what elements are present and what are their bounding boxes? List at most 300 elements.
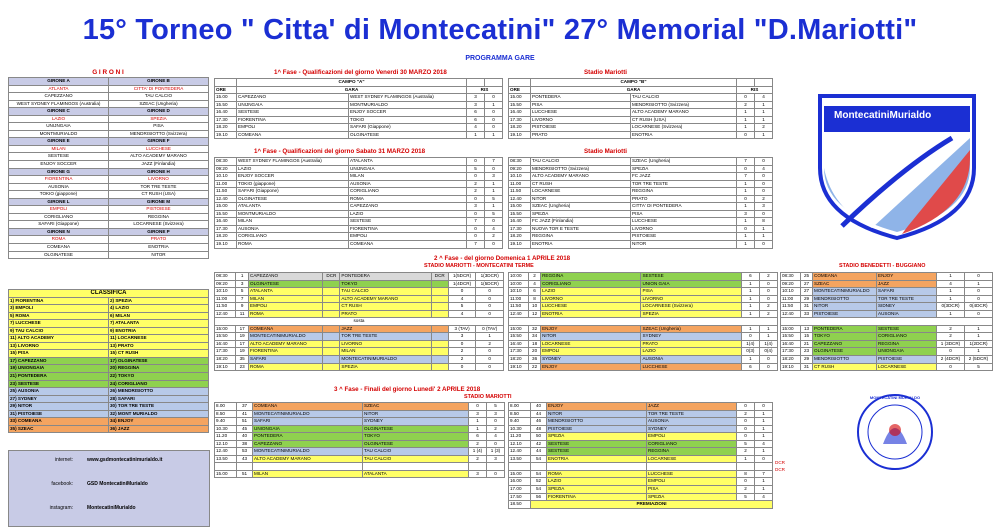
classifica-entry: 32) MONT MURIALDO [109, 410, 209, 418]
team-away: JAZZ [877, 280, 937, 288]
match-number: 4 [529, 280, 541, 288]
match-row [509, 109, 773, 117]
match-row [215, 188, 503, 196]
classifica-row [9, 418, 209, 426]
team-away: PISA [631, 210, 737, 218]
team-away: LAZIO [349, 210, 467, 218]
dcr-tag [431, 295, 448, 303]
score-home: 2 [737, 410, 755, 418]
team-name: EMPOLI [9, 206, 109, 214]
match-row [215, 158, 503, 166]
score-home: 0 [937, 363, 965, 371]
team-home: LOCARNESE [531, 188, 631, 196]
team-home: AUSONIA [237, 225, 349, 233]
score-home: 3 [737, 210, 755, 218]
dcr-tag [323, 303, 340, 311]
premiazioni-label: PREMIAZIONI [531, 501, 773, 509]
match-row [781, 333, 993, 341]
score-away: 1 [476, 333, 504, 341]
team-away: TAU CALCIO [363, 448, 469, 456]
team-home: LIVORNO [531, 116, 631, 124]
girone-team-row [9, 221, 209, 229]
team-home: ENJOY [547, 403, 647, 411]
classifica-entry: 22) TOKYO [109, 373, 209, 381]
classifica-entry: 30) TOR TRE TESTE [109, 403, 209, 411]
score-away: 1 [755, 410, 773, 418]
match-row [215, 470, 505, 478]
match-time: 9.40 [215, 418, 237, 426]
match-row [215, 348, 504, 356]
match-time: 10.30 [215, 425, 237, 433]
score-away: 1 [965, 348, 993, 356]
girone-team-row [9, 176, 209, 184]
team-home: ENOTRIA [531, 241, 631, 249]
team-name: CAPEZZANO [9, 93, 109, 101]
score-home: 6 [741, 273, 759, 281]
score-away: 1(3DCR) [476, 273, 504, 281]
team-name: OLGINATESE [9, 251, 109, 259]
team-away: REGGINA [631, 188, 737, 196]
team-home: SAFARI (Giappone) [237, 188, 349, 196]
match-row [215, 94, 503, 102]
classifica-entry: 7) LUCCHESE [9, 320, 109, 328]
score-away: 3 [487, 410, 505, 418]
classifica-entry: 27) SYDNEY [9, 395, 109, 403]
team-name: MENDRISIOTTO (Svizzera) [109, 130, 209, 138]
match-number: 44 [531, 448, 547, 456]
score-home: 1 [937, 273, 965, 281]
team-home: UNIJNGAIA [237, 101, 349, 109]
score-away: 1 [485, 188, 503, 196]
score-home: 1 (3DCR) [937, 340, 965, 348]
match-time: 19:10 [509, 363, 529, 371]
team-away: CAPEZZANO [349, 203, 467, 211]
match-row [509, 340, 778, 348]
team-name: COMEANA [9, 244, 109, 252]
girone-header-row [9, 198, 209, 206]
team-away: ATALANTA [363, 470, 469, 478]
gironi-table [8, 77, 209, 259]
team-home: LUCCHESE [531, 109, 631, 117]
match-time: 17:30 [781, 348, 801, 356]
dcr-tag [431, 348, 448, 356]
match-time: 17:30 [215, 348, 236, 356]
match-number: 15 [801, 333, 813, 341]
team-away: LOCARNESE [877, 363, 937, 371]
match-row [215, 340, 504, 348]
match-time: 16.40 [215, 218, 237, 226]
phase3-right [508, 402, 772, 509]
score-away: 2 (5DCR) [965, 356, 993, 364]
match-time: 10.10 [509, 173, 531, 181]
score-away: 4 [755, 165, 773, 173]
spacer-row [509, 318, 778, 326]
score-home: 0 [737, 131, 755, 139]
classifica-row [9, 305, 209, 313]
score-away: 0 [755, 158, 773, 166]
team-away: SZEAC [363, 403, 469, 411]
team-home: SESTESE [237, 109, 349, 117]
classifica-entry: 2) SPEZIA [109, 297, 209, 305]
score-away: 1 [965, 325, 993, 333]
team-away: CORIGLIANO [877, 333, 937, 341]
score-home: 0 [737, 225, 755, 233]
team-home: ENJOY [541, 325, 641, 333]
classifica-entry: 1) FIORENTINA [9, 297, 109, 305]
score-home: 1 [937, 310, 965, 318]
match-time: 15.50 [509, 101, 531, 109]
team-home: ALTO ACADEMY MARANO [253, 455, 363, 463]
gironi-panel [8, 68, 208, 259]
match-time: 09:20 [781, 280, 801, 288]
score-away: 0 [759, 295, 777, 303]
match-time: 18:20 [215, 356, 236, 364]
team-away: LUCCHESE [641, 363, 741, 371]
girone-name: GIRONE A [9, 78, 109, 86]
score-away: 0 [476, 310, 504, 318]
match-row [215, 418, 505, 426]
team-away: MILAN [340, 348, 431, 356]
girone-team-row [9, 100, 209, 108]
match-time: 12:40 [215, 310, 236, 318]
logo-text: MontecatiniMurialdo [834, 110, 932, 121]
team-name: LIVORNO [109, 176, 209, 184]
score-home: 7 [467, 241, 485, 249]
contact-label: instagram: [49, 505, 73, 511]
team-home: SESTESE [547, 440, 647, 448]
match-row [509, 288, 778, 296]
match-row [509, 158, 773, 166]
match-number: 54 [531, 455, 547, 463]
classifica-entry: 9) ENOTRIA [109, 327, 209, 335]
score-away: 2 [759, 273, 777, 281]
match-row [509, 493, 773, 501]
team-home: ATALANTA [237, 203, 349, 211]
match-number: 21 [801, 340, 813, 348]
team-away: PONTEDERA [340, 273, 431, 281]
team-away: OLGINATESE [363, 440, 469, 448]
score-home: 4 [467, 124, 485, 132]
score-home: 4 [448, 295, 476, 303]
score-home: 7 [737, 158, 755, 166]
team-name: MONTMURIALDO [9, 130, 109, 138]
team-away: TOKIO [349, 116, 467, 124]
score-home: 0 [741, 333, 759, 341]
match-row [781, 273, 993, 281]
team-away: COMEANA [349, 241, 467, 249]
match-number: 52 [531, 478, 547, 486]
team-home: FIORENTINA [547, 493, 647, 501]
contact-row [13, 481, 203, 487]
team-away [647, 463, 737, 471]
match-row [781, 310, 993, 318]
girone-header-row [9, 78, 209, 86]
spacer [781, 318, 993, 326]
score-away: 0 [755, 188, 773, 196]
team-away: PISA [647, 486, 737, 494]
score-away: 0 [485, 116, 503, 124]
team-away: OLGINATESE [349, 131, 467, 139]
score-away: 1 [755, 116, 773, 124]
team-away: AUSONIA [647, 418, 737, 426]
match-time: 18:20 [781, 356, 801, 364]
score-home: 2 [937, 333, 965, 341]
team-name: SZEAC (Ungheria) [109, 100, 209, 108]
match-row [215, 303, 504, 311]
match-row [781, 363, 993, 371]
score-away: 1 [755, 131, 773, 139]
match-number: 54 [531, 470, 547, 478]
team-home: MONTECATINIMURIALDO [813, 288, 877, 296]
team-away [363, 463, 469, 471]
match-time: 17.50 [509, 493, 531, 501]
score-away: 5 [485, 195, 503, 203]
match-time: 11.00 [509, 180, 531, 188]
team-home: MENDRISIOTTO [813, 356, 877, 364]
team-name: JAZZ (Finlandia) [109, 161, 209, 169]
team-home: CAPEZZANO [253, 440, 363, 448]
match-number: 23 [801, 348, 813, 356]
team-home: TOKYO [813, 333, 877, 341]
match-number: 36 [529, 356, 541, 364]
team-home: CORIGLIANO [237, 233, 349, 241]
dcr-tag [431, 340, 448, 348]
team-home: MONTMURIALDO [237, 210, 349, 218]
team-home: MILAN [253, 470, 363, 478]
match-time: 10:10 [781, 288, 801, 296]
dcr-tag [431, 333, 448, 341]
team-away: SPEZIA [340, 363, 431, 371]
score-away: 0 [755, 180, 773, 188]
match-row [509, 478, 773, 486]
classifica-entry: 17) OLGINATESE [109, 357, 209, 365]
match-number: 25 [801, 273, 813, 281]
classifica-row [9, 335, 209, 343]
score-away: 8 [755, 218, 773, 226]
score-away: 0 [476, 356, 504, 364]
girone-team-row [9, 236, 209, 244]
match-row [509, 116, 773, 124]
match-time: 11.50 [509, 188, 531, 196]
team-away: TOR TRE TESTE [877, 295, 937, 303]
girone-team-row [9, 130, 209, 138]
match-time: 18.20 [509, 233, 531, 241]
score-away: 0 [965, 295, 993, 303]
score-away: 2 [485, 233, 503, 241]
match-number: 13 [801, 325, 813, 333]
match-time: 10.10 [215, 173, 237, 181]
team-home: COMEANA [813, 273, 877, 281]
match-number [531, 463, 547, 471]
match-number: 10 [529, 303, 541, 311]
team-away: ROMA [349, 195, 467, 203]
score-away: 5 [487, 403, 505, 411]
match-number: 45 [237, 425, 253, 433]
score-away: 0 [485, 218, 503, 226]
classifica-entry: 7) ATALANTA [109, 320, 209, 328]
score-away: 0 [476, 303, 504, 311]
col-ore-b: ORE [509, 86, 531, 94]
score-home: 3 [467, 94, 485, 102]
team-name: ENOTRIA [109, 244, 209, 252]
score-home: 1(4DCR) [448, 280, 476, 288]
phase2-heading-row [214, 255, 992, 271]
match-row [215, 295, 504, 303]
girone-team-row [9, 85, 209, 93]
team-home: MENDRISIOTTO [813, 295, 877, 303]
team-away: LOCARNESE (Svizzera) [631, 124, 737, 132]
score-home: 6 [741, 363, 759, 371]
match-time: 8.50 [215, 410, 237, 418]
match-time: 16.40 [509, 109, 531, 117]
match-number: 48 [531, 425, 547, 433]
score-home [737, 463, 755, 471]
match-row [215, 225, 503, 233]
team-home: REGGINA [531, 233, 631, 241]
match-number: 19 [236, 333, 249, 341]
score-home: 4 [448, 310, 476, 318]
team-name: CT RUSH (USA) [109, 191, 209, 199]
classifica-row [9, 320, 209, 328]
score-away: 5 [485, 210, 503, 218]
team-home: PISTOIESE [813, 310, 877, 318]
match-row [509, 486, 773, 494]
match-time: 11:00 [215, 295, 236, 303]
team-home: MONTECATINIMURIALDO [253, 448, 363, 456]
team-away: ALTO ACADEMY MARANO [340, 295, 431, 303]
phase2-right [780, 272, 992, 371]
team-home: NITOR [813, 303, 877, 311]
match-row [215, 363, 504, 371]
score-home: 2 [467, 188, 485, 196]
match-number: 51 [237, 470, 253, 478]
match-row [215, 124, 503, 132]
match-row [509, 295, 778, 303]
girone-team-row [9, 123, 209, 131]
score-away: 4 [485, 225, 503, 233]
score-away: 1 [485, 131, 503, 139]
premiazioni-time: 18.50 [509, 501, 531, 509]
score-home: 3 [467, 101, 485, 109]
score-away: 7 [755, 470, 773, 478]
team-away: MILAN [349, 173, 467, 181]
contact-row [13, 505, 203, 511]
phase3-heading: 3 ^ Fase - Finali del giorno Lunedi' 2 APRILE 2018 [334, 386, 481, 393]
team-home: COMEANA [249, 325, 323, 333]
score-away: 2 [755, 195, 773, 203]
match-number: 17 [236, 325, 249, 333]
score-away: 0 [755, 210, 773, 218]
score-home: 1 [741, 310, 759, 318]
match-time: 09:20 [509, 165, 531, 173]
match-number: 9 [236, 303, 249, 311]
team-away: MONTECATINIMURIALDO [340, 356, 431, 364]
match-row [509, 241, 773, 249]
classifica-entry: 25) AUSONIA [9, 388, 109, 396]
match-row [509, 131, 773, 139]
match-time: 11.50 [215, 188, 237, 196]
team-home: LIVORNO [541, 295, 641, 303]
team-home: SPEZIA [547, 433, 647, 441]
match-time: 11:00 [781, 295, 801, 303]
match-row [509, 94, 773, 102]
match-number: 38 [237, 440, 253, 448]
score-home: 0(3DCR) [937, 303, 965, 311]
classifica-entry: 21) PONTEDERA [9, 373, 109, 381]
team-home: SAFARI [249, 356, 323, 364]
team-home: CT RUSH [813, 363, 877, 371]
contact-row [13, 457, 203, 463]
score-home: 1 [737, 188, 755, 196]
team-name: LOCARNESE (Svizzera) [109, 221, 209, 229]
match-time: 15:50 [509, 333, 529, 341]
match-number: 19 [236, 348, 249, 356]
score-home: 0 [467, 173, 485, 181]
contact-value[interactable]: www.gsdmontecatinimurialdo.it [87, 457, 163, 463]
classifica-table [8, 289, 209, 433]
match-number: 33 [801, 310, 813, 318]
score-home: 6 [469, 433, 487, 441]
match-time: 16.40 [215, 109, 237, 117]
score-away: 0 [485, 109, 503, 117]
team-away: TOKYO [363, 433, 469, 441]
score-home: 7 [467, 218, 485, 226]
team-away: ALTO ACADEMY MARANO [631, 109, 737, 117]
team-name: UNIJNGAIA [9, 123, 109, 131]
team-away: TOR TRE TESTE [647, 410, 737, 418]
match-row [781, 295, 993, 303]
score-away: 0 [965, 310, 993, 318]
team-home: SZEAC (Ungheria) [531, 203, 631, 211]
team-home: NUOVA TOR E TESTE [531, 225, 631, 233]
match-number: 23 [236, 363, 249, 371]
score-away: 1 (3) [487, 448, 505, 456]
phase1-section [214, 69, 772, 77]
score-away: 0 [487, 440, 505, 448]
score-away: 3 [485, 173, 503, 181]
match-row [509, 440, 773, 448]
classifica-entry: 20) REGGINA [109, 365, 209, 373]
dcr-tag [431, 363, 448, 371]
match-number: 17 [236, 340, 249, 348]
match-time: 10:10 [215, 288, 236, 296]
score-away: 1 [755, 233, 773, 241]
score-away: 1 [755, 448, 773, 456]
team-away: PRATO [641, 340, 741, 348]
classifica-entry: 36) JAZZ [109, 425, 209, 433]
seal-icon [855, 392, 935, 472]
match-number: 46 [531, 418, 547, 426]
score-home: 1 [737, 455, 755, 463]
girone-name: GIRONE M [109, 198, 209, 206]
score-home: 5 [737, 440, 755, 448]
club-seal [855, 392, 935, 472]
phase3-stadium: STADIO MARIOTTI [464, 394, 512, 400]
team-away: PISA [641, 288, 741, 296]
classifica-entry: 31) PISTOIESE [9, 410, 109, 418]
match-row [215, 455, 505, 463]
team-away: LOCARNESE [647, 455, 737, 463]
match-time: 13.50 [215, 455, 237, 463]
score-away: 1 [759, 333, 777, 341]
phase3-left [214, 402, 504, 478]
dcr-note-1: DCR [775, 460, 785, 465]
match-row [509, 448, 773, 456]
match-row [215, 425, 505, 433]
score-home: 1 [737, 203, 755, 211]
team-name: CORIGLIANO [9, 213, 109, 221]
girone-name: GIRONE C [9, 108, 109, 116]
